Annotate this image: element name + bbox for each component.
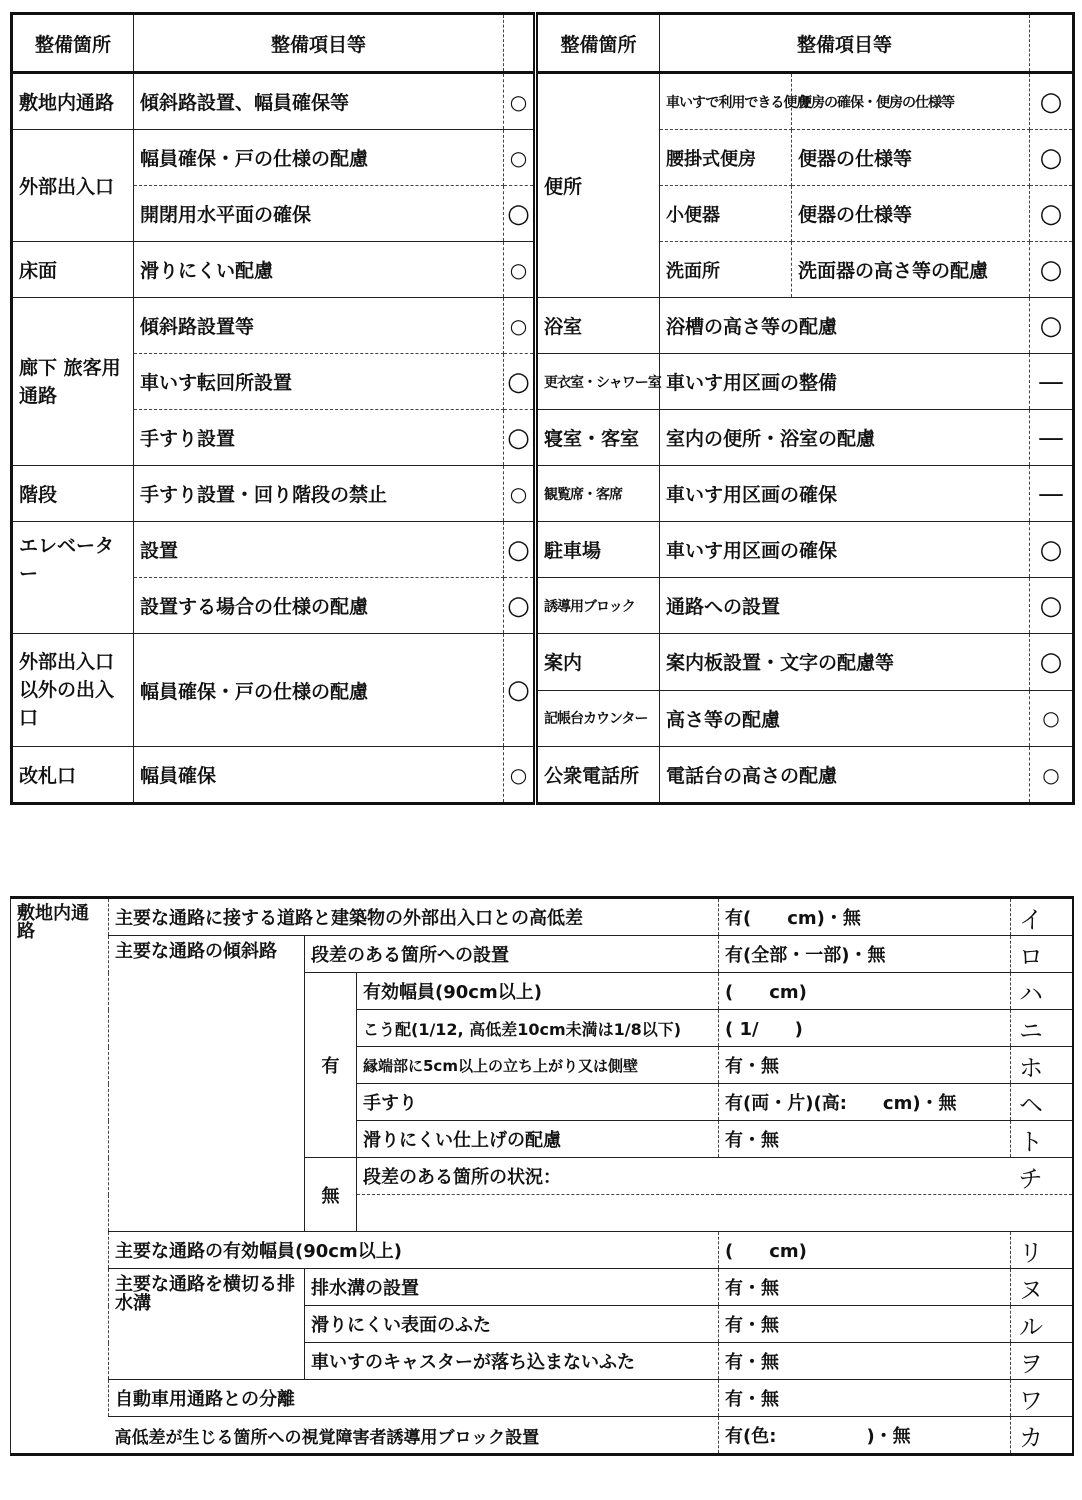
item-cell: 手すり設置・回り階段の禁止 bbox=[134, 466, 504, 522]
survey-label: 手すり bbox=[357, 1084, 719, 1121]
item-cell: 室内の便所・浴室の配慮 bbox=[660, 410, 1030, 466]
table-row bbox=[11, 1232, 1073, 1269]
survey-code: チ bbox=[1011, 1158, 1073, 1195]
survey-code: リ bbox=[1011, 1232, 1073, 1269]
mark-cell: ○ bbox=[1042, 762, 1060, 787]
survey-code: イ bbox=[1011, 898, 1073, 936]
survey-answer: 有(色: )・無 bbox=[719, 1417, 1011, 1455]
survey-label: 車いすのキャスターが落ち込まないふた bbox=[305, 1343, 719, 1380]
site-path-survey-table bbox=[10, 896, 1074, 1456]
mark-cell: ○ bbox=[1030, 634, 1074, 691]
item-cell: 車いす用区画の確保 bbox=[660, 522, 1030, 578]
survey-code: ホ bbox=[1011, 1047, 1073, 1084]
facility-checklist-table bbox=[10, 12, 1075, 805]
survey-code: ハ bbox=[1011, 973, 1073, 1010]
item-cell: 設置 bbox=[134, 522, 504, 578]
mark-cell: ○ bbox=[1030, 578, 1074, 634]
mark-cell: ○ bbox=[1030, 690, 1074, 747]
drain-group-label: 主要な通路を横切る排水溝 bbox=[109, 1269, 305, 1380]
item-cell: 高さ等の配慮 bbox=[660, 690, 1030, 747]
survey-code: ヘ bbox=[1011, 1084, 1073, 1121]
header-items-right: 整備項目等 bbox=[660, 14, 1030, 73]
table-row bbox=[12, 522, 1074, 578]
mark-cell: — bbox=[1030, 354, 1074, 410]
location-cell: 公衆電話所 bbox=[536, 747, 660, 804]
mark-cell: ○ bbox=[504, 298, 536, 354]
header-mark-cell bbox=[504, 14, 536, 73]
survey-answer: 有・無 bbox=[719, 1121, 1011, 1158]
survey-label: 主要な通路に接する道路と建築物の外部出入口との高低差 bbox=[109, 898, 719, 936]
survey-answer: ( cm) bbox=[719, 973, 1011, 1010]
survey-code: ワ bbox=[1011, 1380, 1073, 1417]
detail-cell: 便器の仕様等 bbox=[792, 130, 1030, 186]
detail-cell: 便房の確保・便房の仕様等 bbox=[792, 73, 1030, 130]
mark-cell: — bbox=[1030, 466, 1074, 522]
location-cell: 誘導用ブロック bbox=[536, 578, 660, 634]
table-row bbox=[12, 298, 1074, 354]
survey-answer: ( 1/ ) bbox=[719, 1010, 1011, 1047]
mark-cell: ○ bbox=[1030, 130, 1074, 186]
survey-answer: 有(両・片)(高: cm)・無 bbox=[719, 1084, 1011, 1121]
mark-cell: ○ bbox=[504, 354, 536, 410]
mark-cell: ○ bbox=[1030, 522, 1074, 578]
survey-answer: 有・無 bbox=[719, 1343, 1011, 1380]
survey-label: 高低差が生じる箇所への視覚障害者誘導用ブロック設置 bbox=[109, 1417, 719, 1455]
item-cell: 車いすで利用できる便房 bbox=[660, 73, 792, 130]
survey-label: 縁端部に5cm以上の立ち上がり又は側壁 bbox=[357, 1047, 719, 1084]
survey-answer: ( cm) bbox=[719, 1232, 1011, 1269]
category-cell: 敷地内通路 bbox=[11, 898, 109, 1417]
survey-label: 自動車用通路との分離 bbox=[109, 1380, 719, 1417]
location-cell: 案内 bbox=[536, 634, 660, 691]
item-cell: 手すり設置 bbox=[134, 410, 504, 466]
survey-answer: 有・無 bbox=[719, 1306, 1011, 1343]
survey-answer: 有(全部・一部)・無 bbox=[719, 936, 1011, 973]
location-cell: 床面 bbox=[12, 242, 134, 298]
survey-code: カ bbox=[1019, 1423, 1044, 1452]
location-cell: 観覧席・客席 bbox=[536, 466, 660, 522]
item-cell: 幅員確保・戸の仕様の配慮 bbox=[134, 130, 504, 186]
location-cell: 便所 bbox=[536, 73, 660, 298]
survey-answer: 有・無 bbox=[719, 1047, 1011, 1084]
category-cell-tail bbox=[11, 1417, 109, 1455]
location-cell: 駐車場 bbox=[536, 522, 660, 578]
header-location-right: 整備箇所 bbox=[536, 14, 660, 73]
table-row bbox=[11, 898, 1073, 936]
item-cell: 傾斜路設置等 bbox=[134, 298, 504, 354]
item-cell: 洗面所 bbox=[660, 242, 792, 298]
location-cell: 外部出入口 bbox=[12, 130, 134, 242]
table-row bbox=[11, 1380, 1073, 1417]
mark-cell: ○ bbox=[504, 242, 536, 298]
location-cell: 記帳台カウンター bbox=[536, 690, 660, 747]
survey-notes-blank bbox=[357, 1195, 1073, 1232]
mark-cell: ○ bbox=[504, 634, 536, 747]
survey-label: 滑りにくい表面のふた bbox=[305, 1306, 719, 1343]
table-header-row bbox=[12, 14, 1074, 73]
survey-label: 排水溝の設置 bbox=[305, 1269, 719, 1306]
mark-cell: ○ bbox=[1030, 298, 1074, 354]
mark-cell: ○ bbox=[504, 73, 536, 130]
mark-cell: ○ bbox=[504, 186, 536, 242]
mark-cell: ○ bbox=[504, 130, 536, 186]
location-cell: エレベーター bbox=[12, 522, 134, 634]
survey-label: こう配(1/12, 高低差10cm未満は1/8以下) bbox=[357, 1010, 719, 1047]
no-slope-label: 無 bbox=[305, 1158, 357, 1232]
table-row bbox=[12, 634, 1074, 691]
table-row bbox=[12, 73, 1074, 130]
mark-cell: ○ bbox=[1030, 73, 1074, 130]
item-cell: 車いす用区画の整備 bbox=[660, 354, 1030, 410]
table-row bbox=[12, 466, 1074, 522]
location-cell: 改札口 bbox=[12, 747, 134, 804]
item-cell: 車いす転回所設置 bbox=[134, 354, 504, 410]
survey-answer: 有( cm)・無 bbox=[719, 898, 1011, 936]
mark-cell: ○ bbox=[1030, 242, 1074, 298]
survey-label: 有効幅員(90cm以上) bbox=[357, 973, 719, 1010]
item-cell: 開閉用水平面の確保 bbox=[134, 186, 504, 242]
header-location: 整備箇所 bbox=[12, 14, 134, 73]
slope-group-label: 主要な通路の傾斜路 bbox=[109, 936, 305, 1232]
mark-cell: ○ bbox=[1030, 186, 1074, 242]
item-cell: 腰掛式便房 bbox=[660, 130, 792, 186]
mark-cell: ○ bbox=[504, 578, 536, 634]
table-row bbox=[12, 410, 1074, 466]
table-row bbox=[11, 1417, 1073, 1455]
table-row bbox=[11, 1269, 1073, 1306]
survey-answer: 有・無 bbox=[719, 1380, 1011, 1417]
survey-label: 主要な通路の有効幅員(90cm以上) bbox=[109, 1232, 719, 1269]
survey-label: 滑りにくい仕上げの配慮 bbox=[357, 1121, 719, 1158]
item-cell: 車いす用区画の確保 bbox=[660, 466, 1030, 522]
mark-cell: ○ bbox=[504, 410, 536, 466]
mark-cell: — bbox=[1030, 410, 1074, 466]
location-cell: 寝室・客室 bbox=[536, 410, 660, 466]
item-cell: 案内板設置・文字の配慮等 bbox=[660, 634, 1030, 691]
item-cell: 幅員確保 bbox=[134, 747, 504, 804]
item-cell: 小便器 bbox=[660, 186, 792, 242]
has-slope-label: 有 bbox=[305, 973, 357, 1158]
detail-cell: 便器の仕様等 bbox=[792, 186, 1030, 242]
survey-code: ニ bbox=[1011, 1010, 1073, 1047]
location-cell: 更衣室・シャワー室 bbox=[536, 354, 660, 410]
survey-label: 段差のある箇所への設置 bbox=[305, 936, 719, 973]
detail-cell: 洗面器の高さ等の配慮 bbox=[792, 242, 1030, 298]
header-items: 整備項目等 bbox=[134, 14, 504, 73]
location-cell: 外部出入口以外の出入口 bbox=[12, 634, 134, 747]
location-cell: 階段 bbox=[12, 466, 134, 522]
table-row bbox=[11, 936, 1073, 973]
survey-code: ト bbox=[1011, 1121, 1073, 1158]
survey-code: ヲ bbox=[1011, 1343, 1073, 1380]
mark-cell: ○ bbox=[504, 522, 536, 578]
survey-code: ヌ bbox=[1011, 1269, 1073, 1306]
item-cell: 幅員確保・戸の仕様の配慮 bbox=[134, 634, 504, 747]
item-cell: 滑りにくい配慮 bbox=[134, 242, 504, 298]
item-cell: 浴槽の高さ等の配慮 bbox=[660, 298, 1030, 354]
item-cell: 傾斜路設置、幅員確保等 bbox=[134, 73, 504, 130]
table-row bbox=[12, 354, 1074, 410]
location-cell: 敷地内通路 bbox=[12, 73, 134, 130]
header-mark-cell-right bbox=[1030, 14, 1074, 73]
mark-cell: ○ bbox=[504, 466, 536, 522]
survey-code: ロ bbox=[1011, 936, 1073, 973]
survey-label: 段差のある箇所の状況： bbox=[357, 1158, 1011, 1195]
location-cell: 浴室 bbox=[536, 298, 660, 354]
item-cell: 電話台の高さの配慮 bbox=[660, 747, 1030, 804]
survey-code: ル bbox=[1011, 1306, 1073, 1343]
item-cell: 設置する場合の仕様の配慮 bbox=[134, 578, 504, 634]
table-row bbox=[12, 747, 1074, 804]
table-row bbox=[12, 578, 1074, 634]
item-cell: 通路への設置 bbox=[660, 578, 1030, 634]
location-cell: 廊下 旅客用通路 bbox=[12, 298, 134, 466]
mark-cell: ○ bbox=[504, 747, 536, 804]
survey-answer: 有・無 bbox=[719, 1269, 1011, 1306]
